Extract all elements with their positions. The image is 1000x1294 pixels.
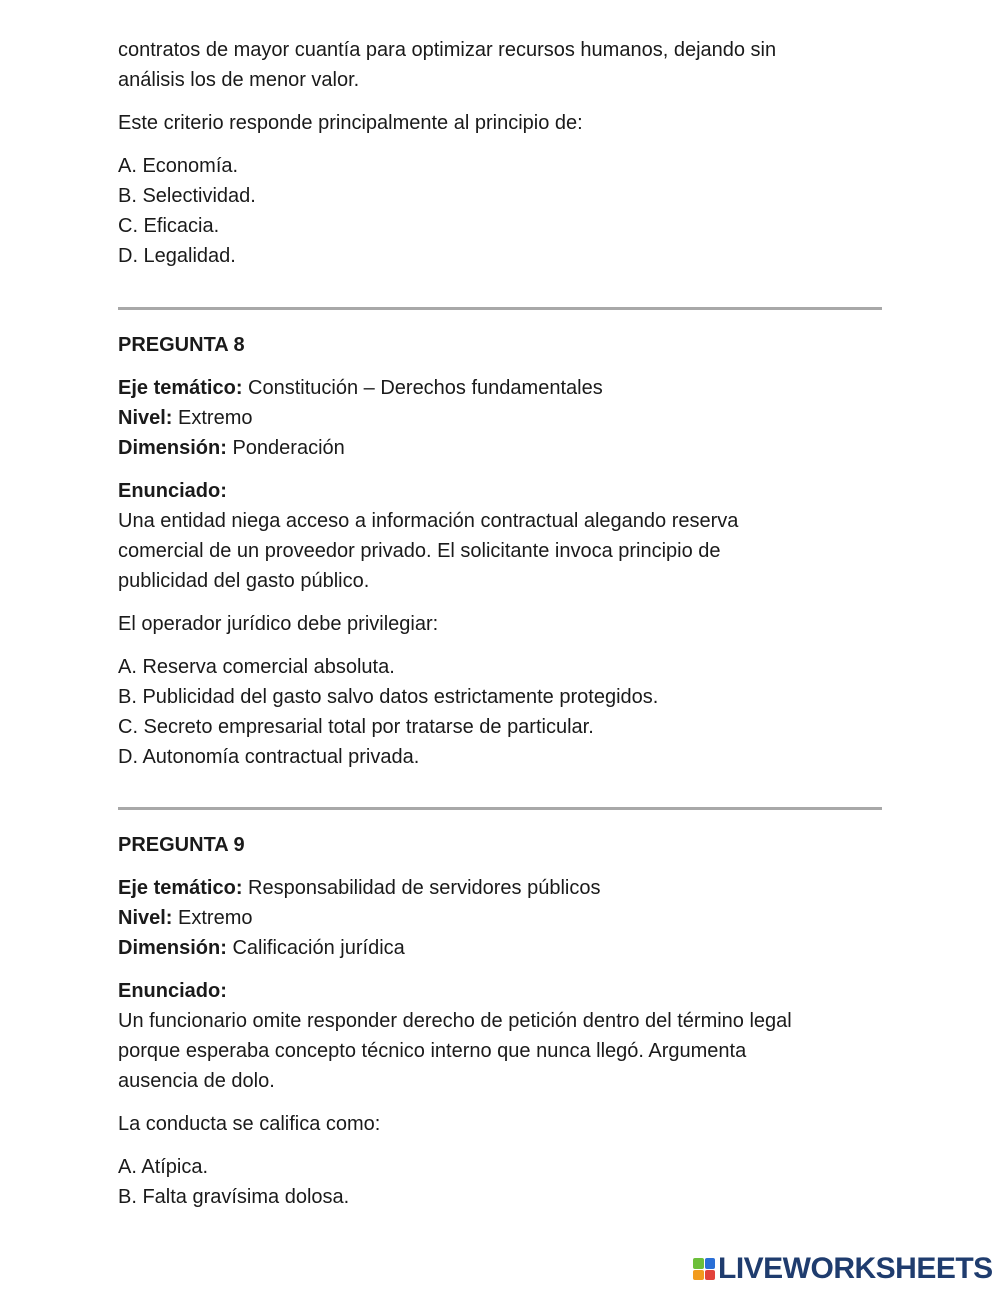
nivel: Nivel: Extremo	[118, 907, 253, 929]
intro-line-1: contratos de mayor cuantía para optimizar recursos humanos, dejando sin	[118, 39, 777, 61]
eje-tematico: Eje temático: Constitución – Derechos fundamentales	[118, 377, 603, 399]
dimension: Dimensión: Calificación jurídica	[118, 937, 405, 959]
option-c: C. Secreto empresarial total por tratarse de particular.	[118, 716, 594, 738]
intro-prompt: Este criterio responde principalmente al principio de:	[118, 112, 583, 134]
enunciado-label: Enunciado:	[118, 480, 227, 502]
question-prompt: La conducta se califica como:	[118, 1113, 381, 1135]
enunciado-line-3: ausencia de dolo.	[118, 1070, 275, 1092]
intro-option-b: B. Selectividad.	[118, 185, 256, 207]
logo-text: LIVEWORKSHEETS	[718, 1252, 993, 1285]
question-prompt: El operador jurídico debe privilegiar:	[118, 613, 439, 635]
document-page	[118, 35, 882, 1212]
liveworksheets-logo-icon	[693, 1258, 715, 1280]
intro-option-a: A. Economía.	[118, 155, 239, 177]
dimension: Dimensión: Ponderación	[118, 437, 345, 459]
intro-line-2: análisis los de menor valor.	[118, 69, 360, 91]
liveworksheets-logo[interactable]	[693, 1252, 993, 1286]
intro-option-d: D. Legalidad.	[118, 245, 236, 267]
option-a: A. Reserva comercial absoluta.	[118, 656, 395, 678]
enunciado-line-2: comercial de un proveedor privado. El solicitante invoca principio de	[118, 540, 721, 562]
option-b: B. Publicidad del gasto salvo datos estrictamente protegidos.	[118, 686, 659, 708]
enunciado-line-2: porque esperaba concepto técnico interno que nunca llegó. Argumenta	[118, 1040, 747, 1062]
nivel: Nivel: Extremo	[118, 407, 253, 429]
enunciado-line-1: Una entidad niega acceso a información contractual alegando reserva	[118, 510, 739, 532]
enunciado-line-1: Un funcionario omite responder derecho de petición dentro del término legal	[118, 1010, 792, 1032]
intro-option-c: C. Eficacia.	[118, 215, 220, 237]
option-d: D. Autonomía contractual privada.	[118, 746, 420, 768]
option-a: A. Atípica.	[118, 1156, 209, 1178]
option-b: B. Falta gravísima dolosa.	[118, 1186, 350, 1208]
enunciado-line-3: publicidad del gasto público.	[118, 570, 370, 592]
question-title: PREGUNTA 8	[118, 334, 245, 356]
enunciado-label: Enunciado:	[118, 980, 227, 1002]
eje-tematico: Eje temático: Responsabilidad de servidores públicos	[118, 877, 601, 899]
question-title: PREGUNTA 9	[118, 834, 245, 856]
